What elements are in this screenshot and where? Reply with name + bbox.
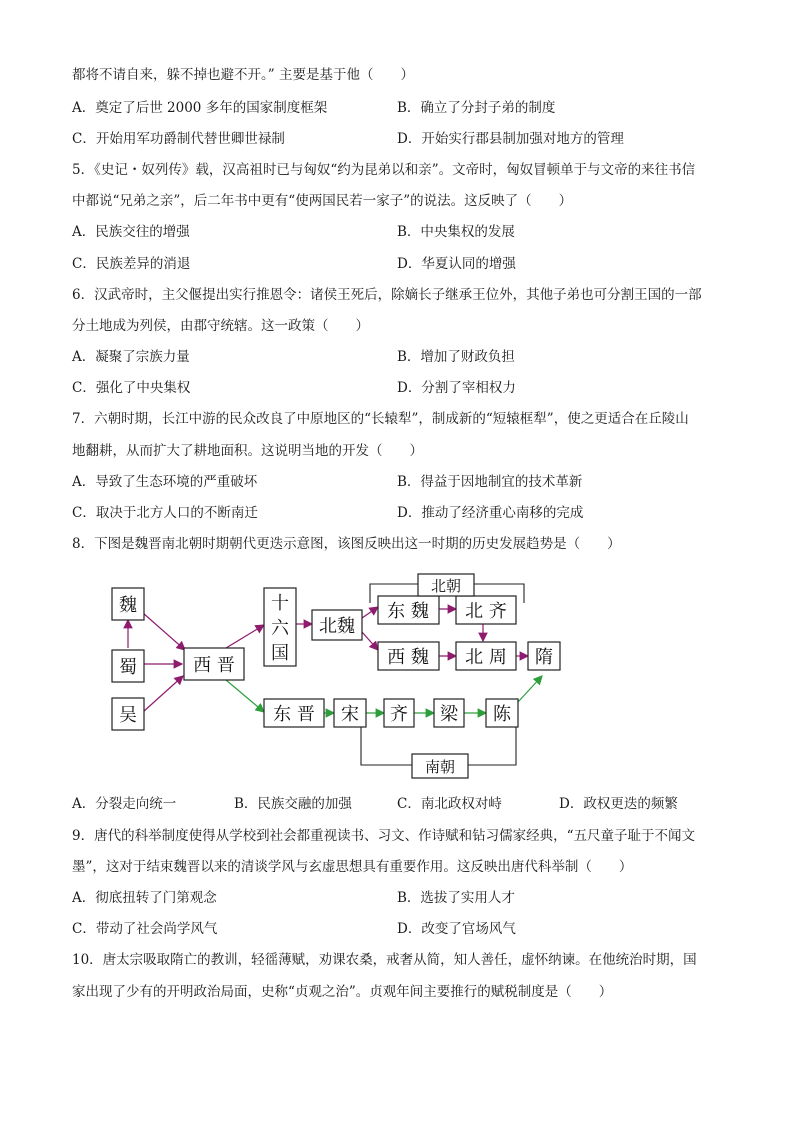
q9-option-a[interactable]: A．彻底扭转了门第观念 [72, 890, 217, 906]
q7-option-c[interactable]: C．取决于北方人口的不断南迁 [72, 505, 258, 521]
label-chen: 陈 [493, 704, 511, 725]
q8-option-a[interactable]: A．分裂走向统一 [72, 796, 177, 812]
q7-stem-line-2: 地翻耕，从而扩大了耕地面积。这说明当地的开发（ ） [72, 443, 423, 459]
q4-option-c[interactable]: C．开始用军功爵制代替世卿世禄制 [72, 131, 285, 147]
q9-stem-line-2: 墨”，这对于结束魏晋以来的清谈学风与玄虚思想具有重要作用。这反映出唐代科举制（ ） [72, 859, 633, 875]
q8-option-d[interactable]: D．政权更迭的频繁 [559, 796, 678, 812]
label-dongwei: 东 魏 [387, 601, 429, 622]
q4-option-b[interactable]: B．确立了分封子弟的制度 [397, 100, 556, 116]
q7-option-b[interactable]: B．得益于因地制宜的技术革新 [397, 474, 583, 490]
q9-option-d[interactable]: D．改变了官场风气 [397, 921, 516, 937]
label-beizhou: 北 周 [465, 647, 507, 668]
q4-option-a[interactable]: A．奠定了后世 2000 多年的国家制度框架 [72, 100, 328, 116]
q5-option-b[interactable]: B．中央集权的发展 [397, 224, 515, 240]
label-qi: 齐 [390, 704, 408, 725]
q9-stem-line-1: 9．唐代的科举制度使得从学校到社会都重视读书、习文、作诗赋和钻习儒家经典，“五尺童子耻于不闻文 [72, 828, 695, 844]
q9-option-b[interactable]: B．选拔了实用人才 [397, 890, 515, 906]
q6-option-b[interactable]: B．增加了财政负担 [397, 349, 515, 365]
label-beiqi: 北 齐 [465, 601, 507, 622]
q6-stem-line-1: 6．汉武帝时，主父偃提出实行推恩令：诸侯王死后，除嫡长子继承王位外，其他子弟也可分割王国的一部 [72, 287, 702, 303]
q7-stem-line-1: 7．六朝时期，长江中游的民众改良了中原地区的“长辕犁”，制成新的“短辕框犁”，使之更适合在丘陵山 [72, 411, 689, 427]
label-sui: 隋 [535, 647, 553, 668]
q8-option-b[interactable]: B．民族交融的加强 [234, 796, 352, 812]
q9-option-c[interactable]: C．带动了社会尚学风气 [72, 921, 218, 937]
q4-text-line: 都将不请自来，躲不掉也避不开。” 主要是基于他（ ） [72, 67, 414, 83]
label-liang: 梁 [440, 704, 458, 725]
label-beiwei: 北魏 [319, 616, 355, 637]
q5-option-c[interactable]: C．民族差异的消退 [72, 256, 191, 272]
label-xijin: 西 晋 [193, 655, 235, 676]
q8-stem-line-1: 8．下图是魏晋南北朝时期朝代更迭示意图，该图反映出这一时期的历史发展趋势是（ ） [72, 536, 621, 552]
label-song: 宋 [341, 704, 359, 725]
label-shu: 蜀 [119, 657, 137, 678]
q6-option-d[interactable]: D．分割了宰相权力 [397, 380, 516, 396]
label-beichao: 北朝 [430, 577, 462, 595]
label-wu: 吴 [119, 705, 137, 726]
label-sixteen-2: 六 [271, 618, 289, 639]
q8-option-c[interactable]: C．南北政权对峙 [397, 796, 502, 812]
dynasty-succession-diagram [0, 570, 794, 800]
label-sixteen-3: 国 [271, 643, 289, 664]
q7-option-a[interactable]: A．导致了生态环境的严重破坏 [72, 474, 258, 490]
q6-option-c[interactable]: C．强化了中央集权 [72, 380, 191, 396]
label-sixteen-1: 十 [271, 593, 289, 614]
q10-stem-line-1: 10．唐太宗吸取隋亡的教训，轻徭薄赋，劝课农桑，戒奢从简，知人善任，虚怀纳谏。在他统治时期，国 [72, 952, 697, 968]
label-nanchao: 南朝 [424, 758, 456, 776]
label-xiwei: 西 魏 [387, 647, 429, 668]
q10-stem-line-2: 家出现了少有的开明政治局面，史称“贞观之治”。贞观年间主要推行的赋税制度是（ ） [72, 984, 613, 1000]
q5-option-a[interactable]: A．民族交往的增强 [72, 224, 190, 240]
q5-stem-line-1: 5．《史记・奴列传》载，汉高祖时已与匈奴“约为昆弟以和亲”。文帝时，匈奴冒顿单于与文帝的来往书信 [72, 162, 696, 178]
q5-option-d[interactable]: D．华夏认同的增强 [397, 256, 516, 272]
label-wei: 魏 [119, 595, 137, 616]
q6-option-a[interactable]: A．凝聚了宗族力量 [72, 349, 190, 365]
q5-stem-line-2: 中都说“兄弟之亲”，后二年书中更有“使两国民若一家子”的说法。这反映了（ ） [72, 193, 573, 209]
q4-option-d[interactable]: D．开始实行郡县制加强对地方的管理 [397, 131, 624, 147]
q6-stem-line-2: 分土地成为列侯，由郡守统辖。这一政策（ ） [72, 318, 369, 334]
label-dongjin: 东 晋 [273, 704, 315, 725]
q7-option-d[interactable]: D．推动了经济重心南移的完成 [397, 505, 584, 521]
